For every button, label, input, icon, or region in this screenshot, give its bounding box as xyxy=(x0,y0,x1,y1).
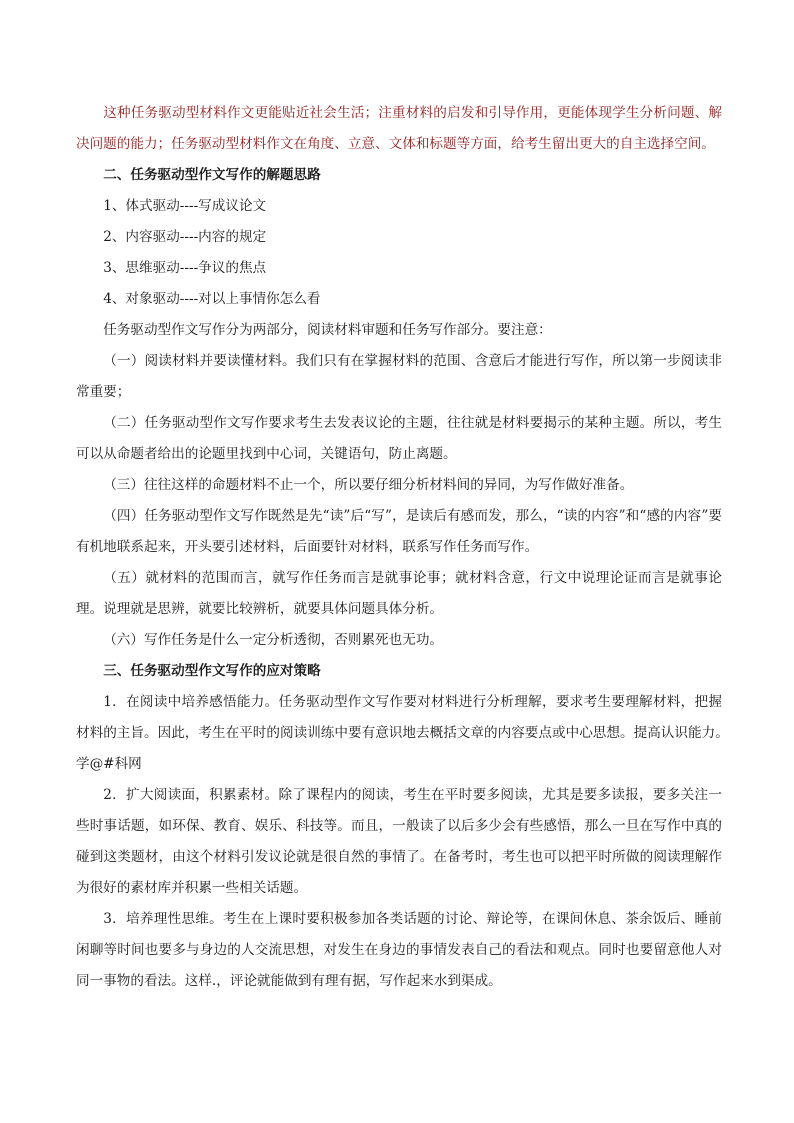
list-item-1: 1、体式驱动----写成议论文 xyxy=(103,198,267,214)
strategy-1: 1．在阅读中培养感悟能力。任务驱动型作文写作要对材料进行分析理解，要求考生要理解材料，把握材料的主旨。因此，考生在平时的阅读训练中要有意识地去概括文章的内容要点或中心思想。提高认识能力。 学@#科网 xyxy=(76,694,736,772)
paragraph-point-2: （二）任务驱动型作文写作要求考生去发表议论的主题，往往就是材料要揭示的某种主题。所以，考生可以从命题者给出的论题里找到中心词，关键语句，防止离题。 xyxy=(76,415,722,462)
document-body xyxy=(76,98,736,997)
paragraph-point-3: （三）往往这样的命题材料不止一个，所以要仔细分析材料间的异同，为写作做好准备。 xyxy=(103,477,634,493)
list-item-3: 3、思维驱动----争议的焦点 xyxy=(103,260,267,276)
paragraph-point-1: （一）阅读材料并要读懂材料。我们只有在掌握材料的范围、含意后才能进行写作，所以第一步阅读非常重要； xyxy=(76,353,722,400)
paragraph-point-6: （六）写作任务是什么一定分析透彻，否则累死也无功。 xyxy=(103,632,444,648)
paragraph-point-5: （五）就材料的范围而言，就写作任务而言是就事论事；就材料含意，行文中说理论证而言是就事论理。说理就是思辨，就要比较辨析，就要具体问题具体分析。 xyxy=(76,570,722,617)
paragraph-overview: 任务驱动型作文写作分为两部分，阅读材料审题和任务写作部分。要注意： xyxy=(103,322,552,338)
strategy-3: 3．培养理性思维。考生在上课时要积极参加各类话题的讨论、辩论等，在课间休息、茶余饭后、睡前闲聊等时间也要多与身边的人交流思想，对发生在身边的事情发表自己的看法和观点。同时也要留意他人对同一事物的看法。这样.，评论就能做到有理有据，写作起来水到渠成。 xyxy=(76,911,722,989)
list-item-2: 2、内容驱动----内容的规定 xyxy=(103,229,267,245)
strategy-2: 2．扩大阅读面，积累素材。除了课程内的阅读，考生在平时要多阅读，尤其是要多读报，要多关注一些时事话题，如环保、教育、娱乐、科技等。而且，一般读了以后多少会有些感悟，那么一旦在写作中真的碰到这类题材，由这个材料引发议论就是很自然的事情了。在备考时，考生也可以把平时所做的阅读理解作为很好的素材库并积累一些相关话题。 xyxy=(76,787,722,896)
list-item-4: 4、对象驱动----对以上事情你怎么看 xyxy=(103,291,321,307)
intro-paragraph: 这种任务驱动型材料作文更能贴近社会生活；注重材料的启发和引导作用，更能体现学生分析问题、解决问题的能力；任务驱动型材料作文在角度、立意、文体和标题等方面，给考生留出更大的自主选择空间。 xyxy=(76,105,722,152)
section-heading-3: 三、任务驱动型作文写作的应对策略 xyxy=(103,663,321,679)
section-heading-2: 二、任务驱动型作文写作的解题思路 xyxy=(103,167,321,183)
paragraph-point-4: （四）任务驱动型作文写作既然是先“读”后“写”，是读后有感而发，那么，“读的内容”和“感的内容”要有机地联系起来，开头要引述材料，后面要针对材料，联系写作任务而写作。 xyxy=(76,508,722,555)
